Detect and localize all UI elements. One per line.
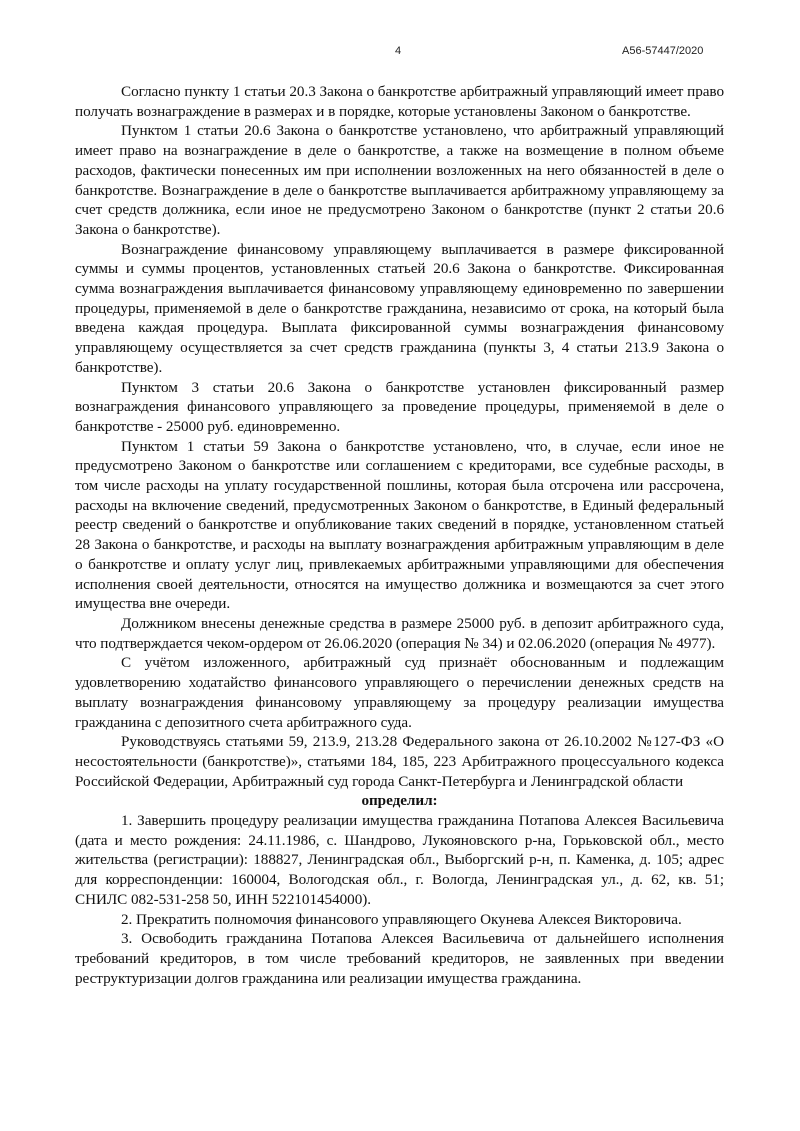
paragraph: Пунктом 1 статьи 59 Закона о банкротстве установлено, что, в случае, если иное не предусмотрено Законом о банкротстве или соглашением с кредиторами, все судебные расходы, в том числе расходы на уплату государственной пошлины, которая была отсрочена или рассрочена, расходы на включение сведений, предусмотренных Законом о банкротстве, в Единый федеральный реестр сведений о банкротстве и опубликование таких сведений в порядке, установленном статьей 28 Закона о банкротстве, и расходы на выплату вознаграждения арбитражным управляющим в деле о банкротстве и оплату услуг лиц, привлекаемых арбитражными управляющими для обеспечения исполнения своей деятельности, относятся на имущество должника и возмещаются за счет этого имущества вне очереди.: [75, 437, 724, 613]
resolution-item: 1. Завершить процедуру реализации имущества гражданина Потапова Алексея Васильевича (дата и место рождения: 24.11.1986, с. Шандрово, Лукояновского р-на, Горьковской обл., место жительства (регистрации): 188827, Ленинградская обл., Выборгский р-н, п. Каменка, д. 105; адрес для корреспонденции: 160004, Вологодская обл., г. Вологда, Ленинградская ул., д. 62, кв. 51; СНИЛС 082-531-258 50, ИНН 522101454000).: [75, 812, 724, 908]
paragraph: Согласно пункту 1 статьи 20.3 Закона о банкротстве арбитражный управляющий имеет право получать вознаграждение в размерах и в порядке, которые установлены Законом о банкротстве.: [75, 83, 724, 120]
paragraph: Руководствуясь статьями 59, 213.9, 213.28 Федерального закона от 26.10.2002 №127-ФЗ «О несостоятельности (банкротстве)», статьями 184, 185, 223 Арбитражного процессуального кодекса Российской Федерации, Арбитражный суд города Санкт-Петербурга и Ленинградской области: [75, 733, 724, 790]
paragraph: Пунктом 1 статьи 20.6 Закона о банкротстве установлено, что арбитражный управляющий имеет право на вознаграждение в деле о банкротстве, а также на возмещение в полном объеме расходов, фактически понесенных им при исполнении возложенных на него обязанностей в деле о банкротстве. Вознаграждение в деле о банкротстве выплачивается арбитражному управляющему за счет средств должника, если иное не предусмотрено Законом о банкротстве (пункт 2 статьи 20.6 Закона о банкротстве).: [75, 122, 724, 238]
paragraph: Вознаграждение финансовому управляющему выплачивается в размере фиксированной суммы и суммы процентов, установленных статьей 20.6 Закона о банкротстве. Фиксированная сумма вознаграждения выплачивается финансовому управляющему единовременно по завершении процедуры, применяемой в деле о банкротстве гражданина, независимо от срока, на который была введена каждая процедура. Выплата фиксированной суммы вознаграждения финансовому управляющему осуществляется за счет средств гражданина (пункты 3, 4 статьи 213.9 Закона о банкротстве).: [75, 240, 724, 376]
resolution-heading: определил:: [361, 792, 438, 810]
paragraph: С учётом изложенного, арбитражный суд признаёт обоснованным и подлежащим удовлетворению ходатайство финансового управляющего о перечислении денежных средств на выплату вознаграждения финансовому управляющему за процедуру реализации имущества гражданина с депозитного счета арбитражного суда.: [75, 654, 724, 731]
case-number: А56-57447/2020: [622, 45, 704, 57]
paragraph: Пунктом 3 статьи 20.6 Закона о банкротстве установлен фиксированный размер вознаграждения финансового управляющего за проведение процедуры, применяемой в деле о банкротстве - 25000 руб. единовременно.: [75, 378, 724, 435]
document-body: [75, 82, 724, 988]
paragraph: Должником внесены денежные средства в размере 25000 руб. в депозит арбитражного суда, что подтверждается чеком-ордером от 26.06.2020 (операция № 34) и 02.06.2020 (операция № 4977).: [75, 614, 724, 652]
resolution-item: 3. Освободить гражданина Потапова Алексея Васильевича от дальнейшего исполнения требований кредиторов, в том числе требований кредиторов, не заявленных при введении реструктуризации долгов гражданина или реализации имущества гражданина.: [75, 930, 724, 987]
page-number: 4: [395, 45, 402, 57]
resolution-item: 2. Прекратить полномочия финансового управляющего Окунева Алексея Викторовича.: [121, 910, 682, 928]
